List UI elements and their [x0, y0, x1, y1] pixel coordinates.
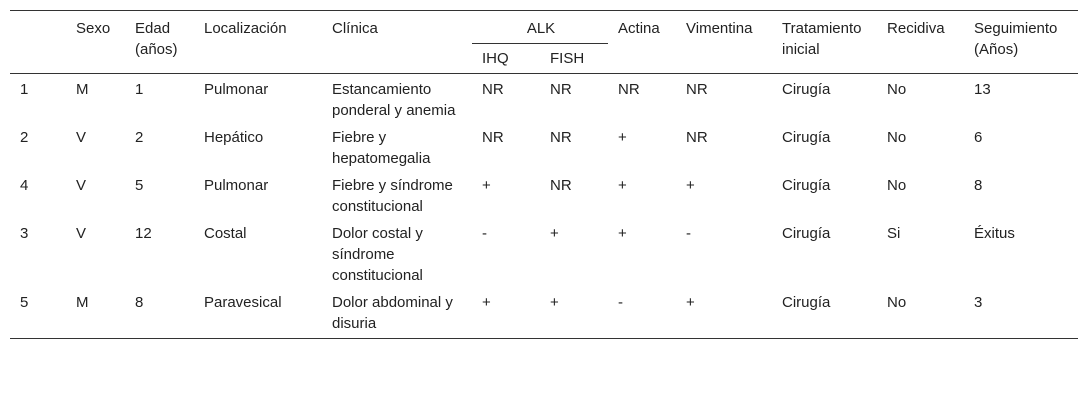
cell-clinica: Dolor costal y síndrome constitucional	[332, 225, 423, 284]
table-row	[10, 74, 1078, 125]
cell-localizacion: Pulmonar	[204, 81, 269, 98]
cell-recidiva: No	[887, 129, 907, 146]
cell-localizacion: Costal	[204, 225, 247, 242]
cell-seguimiento: 3	[964, 289, 1078, 339]
cell-tratamiento: Cirugía	[782, 177, 831, 194]
cell-vimentina: +	[676, 289, 772, 339]
cell-localizacion: Pulmonar	[204, 177, 269, 194]
cell-vimentina: -	[686, 225, 692, 242]
header-clinica: Clínica	[322, 11, 472, 74]
cell-actina: +	[618, 225, 627, 242]
header-alk: ALK	[472, 11, 608, 44]
header-vimentina: Vimentina	[676, 11, 772, 74]
header-edad: Edad (años)	[125, 11, 194, 74]
clinical-cases-table	[10, 10, 1078, 339]
header-actina: Actina	[608, 11, 676, 74]
header-recidiva: Recidiva	[877, 11, 964, 74]
cell-seguimiento: Éxitus	[974, 225, 1015, 242]
cell-seguimiento: 13	[974, 81, 991, 98]
cell-recidiva: No	[887, 177, 907, 194]
cell-fish: +	[540, 289, 608, 339]
cell-index: 5	[10, 289, 66, 339]
header-tratamiento: Tratamiento inicial	[772, 11, 877, 74]
cell-edad: 1	[135, 81, 144, 98]
cell-clinica: Fiebre y síndrome constitucional	[332, 177, 453, 215]
table-body	[10, 74, 1078, 339]
cell-recidiva: Si	[887, 225, 901, 242]
cell-edad: 12	[135, 225, 152, 242]
cell-clinica: Estancamiento ponderal y anemia	[332, 81, 456, 119]
header-localizacion: Localización	[194, 11, 322, 74]
cell-tratamiento: Cirugía	[772, 289, 877, 339]
cell-actina: +	[618, 129, 627, 146]
cell-actina: -	[608, 289, 676, 339]
cell-sexo: V	[76, 129, 87, 146]
table-row	[10, 220, 1078, 289]
cell-clinica: Dolor abdominal y disuria	[322, 289, 472, 339]
header-index	[10, 11, 66, 74]
cell-vimentina: +	[686, 177, 695, 194]
cell-actina: NR	[618, 81, 640, 98]
cell-ihq: +	[472, 289, 540, 339]
cell-ihq: NR	[482, 81, 504, 98]
table-row	[10, 172, 1078, 220]
header-seguimiento: Seguimiento (Años)	[964, 11, 1078, 74]
cell-index: 4	[20, 177, 29, 194]
table-row	[10, 124, 1078, 172]
cell-edad: 2	[135, 129, 144, 146]
cell-tratamiento: Cirugía	[782, 225, 831, 242]
cell-clinica: Fiebre y hepatomegalia	[332, 129, 431, 167]
cell-fish: +	[550, 225, 559, 242]
cell-localizacion: Paravesical	[194, 289, 322, 339]
cell-ihq: +	[482, 177, 491, 194]
cell-recidiva: No	[887, 81, 907, 98]
cell-index: 3	[20, 225, 29, 242]
cell-tratamiento: Cirugía	[782, 81, 831, 98]
cell-index: 1	[20, 81, 29, 98]
header-sexo: Sexo	[66, 11, 125, 74]
cell-tratamiento: Cirugía	[782, 129, 831, 146]
cell-seguimiento: 6	[974, 129, 983, 146]
cell-sexo: M	[76, 81, 89, 98]
cell-fish: NR	[550, 129, 572, 146]
table-header	[10, 11, 1078, 74]
cell-vimentina: NR	[686, 129, 708, 146]
cell-recidiva: No	[877, 289, 964, 339]
table-row	[10, 289, 1078, 339]
header-ihq: IHQ	[472, 44, 540, 74]
cell-vimentina: NR	[686, 81, 708, 98]
cell-fish: NR	[550, 81, 572, 98]
cell-actina: +	[618, 177, 627, 194]
cell-localizacion: Hepático	[204, 129, 264, 146]
header-fish: FISH	[540, 44, 608, 74]
cell-index: 2	[20, 129, 29, 146]
cell-sexo: V	[76, 177, 87, 194]
cell-seguimiento: 8	[974, 177, 983, 194]
cell-ihq: -	[482, 225, 487, 242]
cell-ihq: NR	[482, 129, 504, 146]
cell-fish: NR	[550, 177, 572, 194]
cell-edad: 5	[135, 177, 144, 194]
cell-sexo: M	[66, 289, 125, 339]
cell-sexo: V	[76, 225, 87, 242]
cell-edad: 8	[125, 289, 194, 339]
